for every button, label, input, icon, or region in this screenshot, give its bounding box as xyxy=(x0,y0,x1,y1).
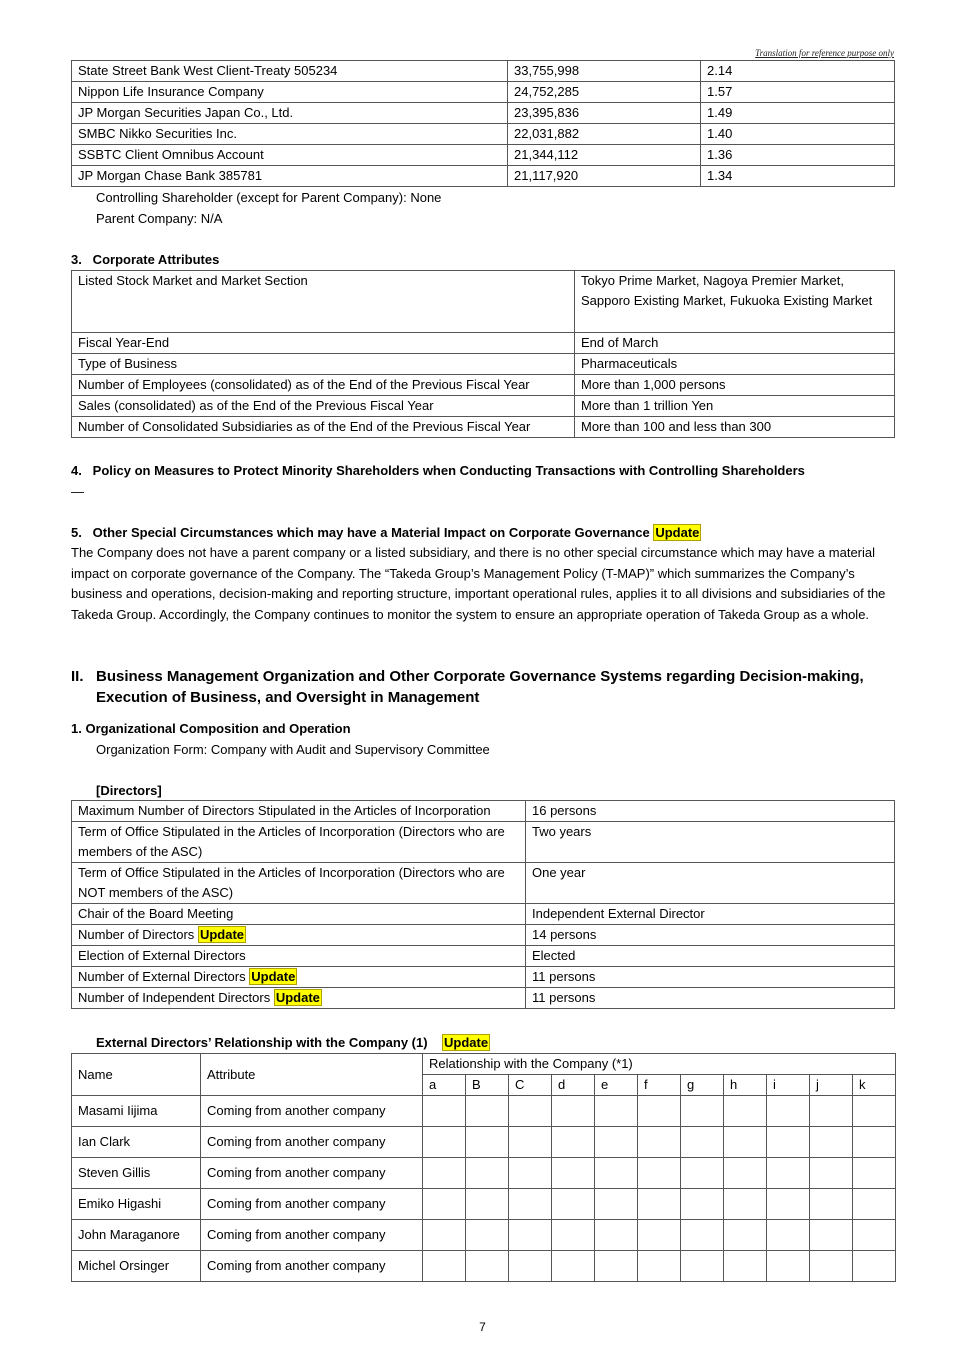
director-name: Masami Iijima xyxy=(72,1096,201,1127)
director-name: Ian Clark xyxy=(72,1127,201,1158)
table-row xyxy=(72,145,895,166)
table-row xyxy=(72,863,895,904)
director-attr-label xyxy=(72,988,526,1009)
update-badge: Update xyxy=(199,927,244,942)
col-header-attribute: Attribute xyxy=(201,1054,423,1096)
table-row xyxy=(72,1158,896,1189)
director-attr-label xyxy=(72,967,526,988)
rel-letter: j xyxy=(810,1075,853,1096)
attribute-label: Sales (consolidated) as of the End of the Previous Fiscal Year xyxy=(72,396,575,417)
attribute-label: Number of Consolidated Subsidiaries as of the End of the Previous Fiscal Year xyxy=(72,417,575,438)
major-shareholders-table xyxy=(71,60,895,187)
table-row xyxy=(72,166,895,187)
table-row xyxy=(72,1096,896,1127)
organization-form-text: Organization Form: Company with Audit and Supervisory Committee xyxy=(96,742,490,757)
table-row xyxy=(72,61,895,82)
director-attr-label: Term of Office Stipulated in the Articles of Incorporation (Directors who are members of the ASC) xyxy=(72,822,526,863)
attribute-value: End of March xyxy=(575,333,895,354)
director-attr-label xyxy=(72,925,526,946)
shareholder-name: Nippon Life Insurance Company xyxy=(72,82,508,103)
director-attr-value: 11 persons xyxy=(526,967,895,988)
shares-held: 33,755,998 xyxy=(508,61,701,82)
controlling-shareholder-text: Controlling Shareholder (except for Parent Company): None xyxy=(96,190,442,205)
shareholder-name: JP Morgan Securities Japan Co., Ltd. xyxy=(72,103,508,124)
shares-held: 21,344,112 xyxy=(508,145,701,166)
shareholder-name: JP Morgan Chase Bank 385781 xyxy=(72,166,508,187)
attribute-value: Pharmaceuticals xyxy=(575,354,895,375)
parent-company-text: Parent Company: N/A xyxy=(96,211,223,226)
director-attr-label: Maximum Number of Directors Stipulated in the Articles of Incorporation xyxy=(72,801,526,822)
part-2-title: Business Management Organization and Other Corporate Governance Systems regarding Decision-making, Execution of Business, and Oversight in Management xyxy=(96,668,864,706)
table-row xyxy=(72,1127,896,1158)
rel-letter: B xyxy=(466,1075,509,1096)
table-row xyxy=(72,124,895,145)
attribute-value: More than 1 trillion Yen xyxy=(575,396,895,417)
attribute-value: Tokyo Prime Market, Nagoya Premier Market, Sapporo Existing Market, Fukuoka Existing Market xyxy=(575,271,895,333)
shareholding-ratio: 1.36 xyxy=(701,145,895,166)
section-4-heading: 4. Policy on Measures to Protect Minority Shareholders when Conducting Transactions with Controlling Shareholders xyxy=(71,463,805,478)
external-relationship-heading xyxy=(96,1033,490,1053)
director-attribute: Coming from another company xyxy=(201,1096,423,1127)
director-attribute: Coming from another company xyxy=(201,1220,423,1251)
update-badge: Update xyxy=(251,969,296,984)
director-attr-value: Independent External Director xyxy=(526,904,895,925)
table-row xyxy=(72,396,895,417)
director-name: John Maraganore xyxy=(72,1220,201,1251)
col-header-relationship: Relationship with the Company (*1) xyxy=(423,1054,896,1075)
shares-held: 22,031,882 xyxy=(508,124,701,145)
attribute-label: Number of Employees (consolidated) as of the End of the Previous Fiscal Year xyxy=(72,375,575,396)
director-name: Emiko Higashi xyxy=(72,1189,201,1220)
table-row xyxy=(72,375,895,396)
director-attr-value: One year xyxy=(526,863,895,904)
table-row xyxy=(72,354,895,375)
table-row xyxy=(72,103,895,124)
external-directors-table xyxy=(71,1053,896,1282)
shareholding-ratio: 1.49 xyxy=(701,103,895,124)
subsection-1-heading: 1. Organizational Composition and Operation xyxy=(71,721,351,736)
table-row xyxy=(72,417,895,438)
section-4-body: — xyxy=(71,484,84,499)
table-row xyxy=(72,822,895,863)
external-relationship-title: External Directors’ Relationship with the Company (1) xyxy=(96,1035,428,1050)
shareholding-ratio: 1.57 xyxy=(701,82,895,103)
director-attribute: Coming from another company xyxy=(201,1189,423,1220)
rel-letter: f xyxy=(638,1075,681,1096)
update-badge: Update xyxy=(655,525,700,540)
table-row xyxy=(72,1251,896,1282)
section-5-heading xyxy=(71,523,701,543)
rel-letter: h xyxy=(724,1075,767,1096)
shareholder-name: SMBC Nikko Securities Inc. xyxy=(72,124,508,145)
rel-letter: k xyxy=(853,1075,896,1096)
table-row xyxy=(72,333,895,354)
shareholding-ratio: 2.14 xyxy=(701,61,895,82)
col-header-name: Name xyxy=(72,1054,201,1096)
attribute-label: Fiscal Year-End xyxy=(72,333,575,354)
rel-letter: i xyxy=(767,1075,810,1096)
shareholder-name: State Street Bank West Client-Treaty 505234 xyxy=(72,61,508,82)
directors-table xyxy=(71,800,895,1009)
director-attribute: Coming from another company xyxy=(201,1251,423,1282)
table-row xyxy=(72,1189,896,1220)
rel-letter: C xyxy=(509,1075,552,1096)
rel-letter: g xyxy=(681,1075,724,1096)
director-attr-value: Elected xyxy=(526,946,895,967)
shares-held: 23,395,836 xyxy=(508,103,701,124)
table-row xyxy=(72,925,895,946)
table-row xyxy=(72,946,895,967)
attribute-label: Type of Business xyxy=(72,354,575,375)
table-row xyxy=(72,82,895,103)
director-attribute: Coming from another company xyxy=(201,1158,423,1189)
section-3-heading: 3. Corporate Attributes xyxy=(71,252,220,267)
page-number: 7 xyxy=(479,1320,486,1334)
label-text: Number of Independent Directors xyxy=(78,990,271,1005)
label-text: Number of Directors xyxy=(78,927,195,942)
attribute-value: More than 100 and less than 300 xyxy=(575,417,895,438)
rel-letter: e xyxy=(595,1075,638,1096)
shares-held: 21,117,920 xyxy=(508,166,701,187)
shareholding-ratio: 1.34 xyxy=(701,166,895,187)
table-row xyxy=(72,904,895,925)
shares-held: 24,752,285 xyxy=(508,82,701,103)
shareholding-ratio: 1.40 xyxy=(701,124,895,145)
rel-letter: a xyxy=(423,1075,466,1096)
table-row xyxy=(72,801,895,822)
header-row xyxy=(72,1054,896,1075)
director-attr-label: Election of External Directors xyxy=(72,946,526,967)
section-5-body: The Company does not have a parent company or a listed subsidiary, and there is no other special circumstance which may have a material impact on corporate governance of the Company. The “Takeda Group’s Management Policy (T-MAP)” which summarizes the Company’s business and operations, decision-making and reporting structure, important operational rules, applies it to all divisions and subsidiaries of the Takeda Group. Accordingly, the Company continues to monitor the system to ensure an appropriate operation of Takeda Group as a whole. xyxy=(71,545,886,623)
director-attribute: Coming from another company xyxy=(201,1127,423,1158)
section-5-title: 5. Other Special Circumstances which may have a Material Impact on Corporate Governance xyxy=(71,525,650,540)
label-text: Number of External Directors xyxy=(78,969,246,984)
director-name: Michel Orsinger xyxy=(72,1251,201,1282)
shareholder-name: SSBTC Client Omnibus Account xyxy=(72,145,508,166)
director-attr-value: Two years xyxy=(526,822,895,863)
director-attr-label: Chair of the Board Meeting xyxy=(72,904,526,925)
director-attr-label: Term of Office Stipulated in the Articles of Incorporation (Directors who are NOT members of the ASC) xyxy=(72,863,526,904)
translation-note: Translation for reference purpose only xyxy=(755,48,894,58)
director-attr-value: 16 persons xyxy=(526,801,895,822)
corporate-attributes-table xyxy=(71,270,895,438)
director-name: Steven Gillis xyxy=(72,1158,201,1189)
directors-label: [Directors] xyxy=(96,783,162,798)
director-attr-value: 11 persons xyxy=(526,988,895,1009)
part-2-number: II. xyxy=(71,668,84,685)
table-row xyxy=(72,967,895,988)
update-badge: Update xyxy=(444,1035,489,1050)
rel-letter: d xyxy=(552,1075,595,1096)
update-badge: Update xyxy=(275,990,320,1005)
table-row xyxy=(72,988,895,1009)
table-row xyxy=(72,1220,896,1251)
attribute-label: Listed Stock Market and Market Section xyxy=(72,271,575,333)
attribute-value: More than 1,000 persons xyxy=(575,375,895,396)
part-2-heading xyxy=(71,666,891,708)
table-row xyxy=(72,271,895,333)
director-attr-value: 14 persons xyxy=(526,925,895,946)
